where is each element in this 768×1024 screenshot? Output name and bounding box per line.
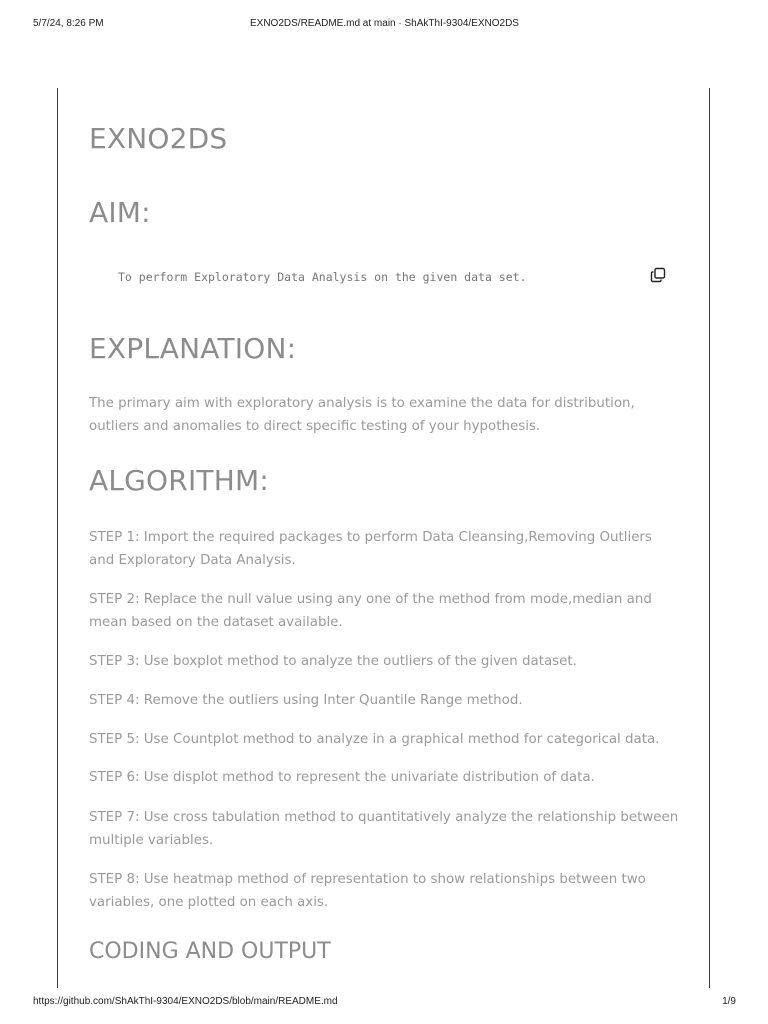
aim-code-block	[89, 258, 679, 302]
algorithm-step: STEP 4: Remove the outliers using Inter Quantile Range method.	[89, 693, 523, 708]
content-left-border	[57, 88, 58, 988]
coding-output-heading: CODING AND OUTPUT	[89, 939, 331, 964]
algorithm-step: STEP 8: Use heatmap method of representation to show relationships between two variables, one plotted on each axis.	[89, 872, 646, 910]
explanation-text: The primary aim with exploratory analysis is to examine the data for distribution, outliers and anomalies to direct specific testing of your hypothesis.	[89, 396, 635, 434]
algorithm-step: STEP 2: Replace the null value using any one of the method from mode,median and mean based on the dataset available.	[89, 592, 652, 630]
explanation-heading: EXPLANATION:	[89, 332, 297, 365]
print-page-title: EXNO2DS/README.md at main · ShAkThI-9304/EXNO2DS	[250, 18, 519, 29]
algorithm-step: STEP 5: Use Countplot method to analyze in a graphical method for categorical data.	[89, 732, 660, 747]
algorithm-step: STEP 1: Import the required packages to perform Data Cleansing,Removing Outliers and Exploratory Data Analysis.	[89, 530, 652, 568]
content-right-border	[709, 88, 710, 988]
readme-title: EXNO2DS	[89, 122, 228, 155]
copy-icon[interactable]	[650, 267, 666, 283]
algorithm-heading: ALGORITHM:	[89, 464, 269, 497]
print-url: https://github.com/ShAkThI-9304/EXNO2DS/blob/main/README.md	[33, 996, 338, 1007]
algorithm-step: STEP 3: Use boxplot method to analyze the outliers of the given dataset.	[89, 654, 577, 669]
print-page-number: 1/9	[722, 996, 736, 1007]
aim-code-text: To perform Exploratory Data Analysis on the given data set.	[118, 270, 527, 284]
print-datetime: 5/7/24, 8:26 PM	[33, 18, 104, 29]
aim-heading: AIM:	[89, 196, 151, 229]
algorithm-step: STEP 6: Use displot method to represent the univariate distribution of data.	[89, 770, 595, 785]
algorithm-step: STEP 7: Use cross tabulation method to quantitatively analyze the relationship between multiple variables.	[89, 810, 679, 848]
